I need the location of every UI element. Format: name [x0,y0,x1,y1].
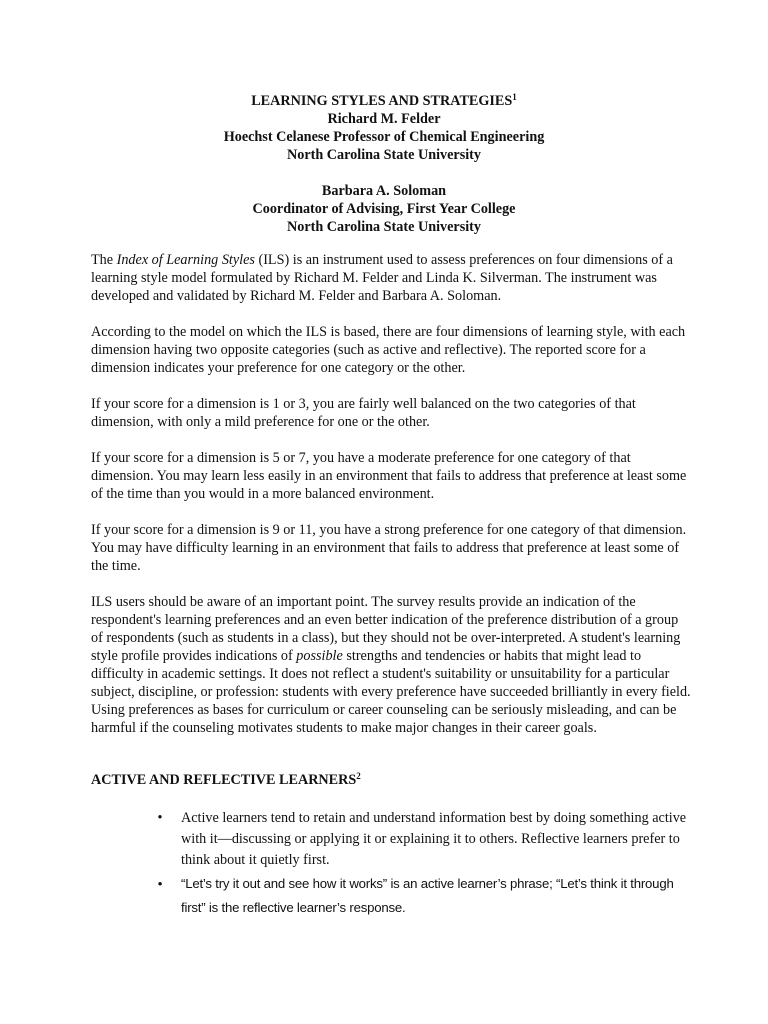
paragraph-model: According to the model on which the ILS is based, there are four dimensions of learning style, with each dimension having two opposite categories (such as active and reflective). The reported score for a dimension indicates your preference for one category or the other. [91,324,686,376]
author1-university: North Carolina State University [286,147,481,163]
paragraph-intro: The Index of Learning Styles (ILS) is an instrument used to assess preferences on four dimensions of a learning style model formulated by Richard M. Felder and Linda K. Silverman. The instrument was developed and validated by Richard M. Felder and Barbara A. Soloman. [91,252,673,304]
bullet-list [155,808,695,921]
author2-name: Barbara A. Soloman [321,183,447,199]
document-title-line [0,92,768,110]
author2-title: Coordinator of Advising, First Year College [252,201,516,217]
section-heading: ACTIVE AND REFLECTIVE LEARNERS$^2$ [91,771,361,788]
bullet-icon: • [157,810,163,826]
document-body [91,251,691,755]
document-header [0,92,768,236]
paragraph-caution: ILS users should be aware of an important point. The survey results provide an indication of the respondent's learning preferences and an even better indication of the preference distribution of a group of respondents (such as students in a class), but they should not be over-interpreted. A student's learning style profile provides indications of possible strengths and tendencies or habits that might lead to difficulty in academic settings. It does not reflect a student's suitability or unsuitability for a particular subject, discipline, or profession: students with every preference have succeeded brilliantly in every field. Using preferences as bases for curriculum or career counseling can be seriously misleading, and can be harmful if the counseling motivates students to make major changes in their career goals. [91,594,691,736]
list-item: • Active learners tend to retain and understand information best by doing something active with it—discussing or applying it or explaining it to others. Reflective learners prefer to think about it quietly first. [155,808,695,871]
ils-title-italic: Index of Learning Styles [116,252,255,268]
section-footnote-marker: 2 [356,771,361,781]
author1-title: Hoechst Celanese Professor of Chemical Engineering [223,129,545,145]
title-footnote-marker: 1 [512,92,517,102]
paragraph-score-moderate: If your score for a dimension is 5 or 7, you have a moderate preference for one category of that dimension. You may learn less easily in an environment that fails to address that preference at least some of the time than you would in a more balanced environment. [91,450,687,502]
bullet-icon: • [157,876,163,891]
paragraph-score-mild: If your score for a dimension is 1 or 3, you are fairly well balanced on the two categories of that dimension, with only a mild preference for one or the other. [91,396,636,430]
author2-university: North Carolina State University [286,219,481,235]
list-item: • “Let’s try it out and see how it works” is an active learner’s phrase; “Let’s think it through first” is the reflective learner’s response. [155,872,695,920]
possible-italic: possible [296,648,343,664]
author1-name: Richard M. Felder [327,111,441,127]
document-title: LEARNING STYLES AND STRATEGIES [251,93,513,109]
paragraph-score-strong: If your score for a dimension is 9 or 11, you have a strong preference for one category of that dimension. You may have difficulty learning in an environment that fails to address that preference at least some of the time. [91,522,687,574]
